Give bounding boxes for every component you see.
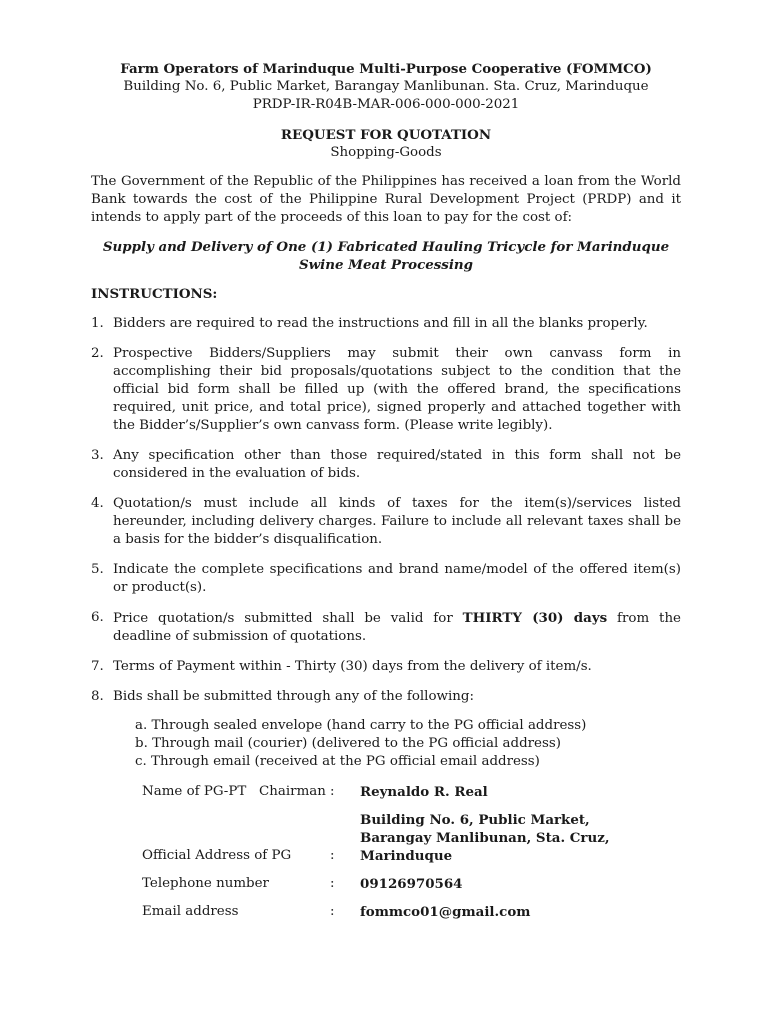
rfq-subtitle: Shopping-Goods	[330, 145, 442, 160]
address-label: Official Address of PG	[142, 848, 292, 863]
submission-option: c. Through email (received at the PG official email address)	[135, 754, 540, 769]
instruction-item	[91, 561, 681, 597]
rfq-title: REQUEST FOR QUOTATION	[280, 127, 492, 143]
colon: :	[330, 876, 335, 891]
instruction-item	[91, 658, 681, 676]
item-text: Bidders are required to read the instructions and fill in all the blanks properly.	[113, 316, 648, 331]
instructions-list	[91, 315, 681, 706]
instruction-item	[91, 495, 681, 549]
email-value: fommco01@gmail.com	[360, 904, 531, 920]
phone-label: Telephone number	[142, 876, 269, 891]
instruction-item	[91, 688, 681, 706]
email-label: Email address	[142, 904, 239, 919]
contact-table	[142, 783, 660, 921]
submission-option: b. Through mail (courier) (delivered to the PG official address)	[135, 736, 561, 751]
document-page	[91, 60, 681, 921]
item-number: 7.	[91, 659, 104, 674]
letterhead	[91, 60, 681, 114]
item-number: 5.	[91, 562, 104, 577]
reference-number: PRDP-IR-R04B-MAR-006-000-000-2021	[252, 97, 520, 112]
validity-period: THIRTY (30) days	[462, 610, 608, 626]
rfq-title-block	[91, 126, 681, 162]
project-title: Supply and Delivery of One (1) Fabricated Hauling Tricycle for Marinduque Swine Meat Processing	[102, 239, 670, 273]
instruction-item	[91, 447, 681, 483]
contact-row-chairman	[142, 783, 660, 811]
item-text: Bids shall be submitted through any of the following:	[113, 689, 474, 704]
colon: :	[330, 848, 335, 863]
item-number: 2.	[91, 346, 104, 361]
instruction-item	[91, 345, 681, 435]
item-text-pre: Price quotation/s submitted shall be valid for	[113, 611, 463, 626]
instruction-item	[91, 315, 681, 333]
organization-address: Building No. 6, Public Market, Barangay Manlibunan. Sta. Cruz, Marinduque	[123, 79, 649, 94]
item-text-post: from the deadline of submission of quotations.	[113, 611, 681, 644]
item-number: 4.	[91, 496, 104, 511]
colon: :	[330, 904, 335, 919]
address-value: Building No. 6, Public Market, Barangay Manlibunan, Sta. Cruz, Marinduque	[360, 812, 610, 864]
contact-row-phone	[142, 875, 660, 903]
item-text: Prospective Bidders/Suppliers may submit their own canvass form in accomplishing their bid proposals/quotations subject to the condition that the official bid form shall be filled up (with the offered brand, the specifications required, unit price, and total price), signed properly and attached together with the Bidder’s/Supplier’s own canvass form. (Please write legibly).	[113, 346, 681, 433]
phone-value: 09126970564	[360, 876, 463, 892]
item-text: Indicate the complete specifications and brand name/model of the offered item(s) or product(s).	[113, 562, 681, 595]
instruction-item	[91, 609, 681, 646]
item-number: 6.	[91, 610, 104, 625]
instructions-heading: INSTRUCTIONS:	[91, 286, 218, 302]
chairman-value: Reynaldo R. Real	[360, 784, 488, 800]
item-number: 8.	[91, 689, 104, 704]
item-text: Quotation/s must include all kinds of taxes for the item(s)/services listed hereunder, including delivery charges. Failure to include all relevant taxes shall be a basis for the bidder’s disqualification.	[113, 496, 681, 547]
item-number: 1.	[91, 316, 104, 331]
contact-row-email	[142, 903, 660, 921]
item-number: 3.	[91, 448, 104, 463]
intro-paragraph: The Government of the Republic of the Philippines has received a loan from the World Bank towards the cost of the Philippine Rural Development Project (PRDP) and it intends to apply part of the proceeds of this loan to pay for the cost of:	[91, 174, 681, 225]
submission-options	[91, 717, 681, 771]
contact-row-address	[142, 811, 660, 875]
colon: :	[330, 784, 335, 799]
item-text: Any specification other than those required/stated in this form shall not be considered in the evaluation of bids.	[113, 448, 681, 481]
submission-option: a. Through sealed envelope (hand carry to the PG official address)	[135, 718, 587, 733]
organization-name: Farm Operators of Marinduque Multi-Purpose Cooperative (FOMMCO)	[120, 61, 652, 77]
chairman-label: Name of PG-PT Chairman	[142, 784, 326, 799]
item-text: Terms of Payment within - Thirty (30) days from the delivery of item/s.	[113, 659, 592, 674]
